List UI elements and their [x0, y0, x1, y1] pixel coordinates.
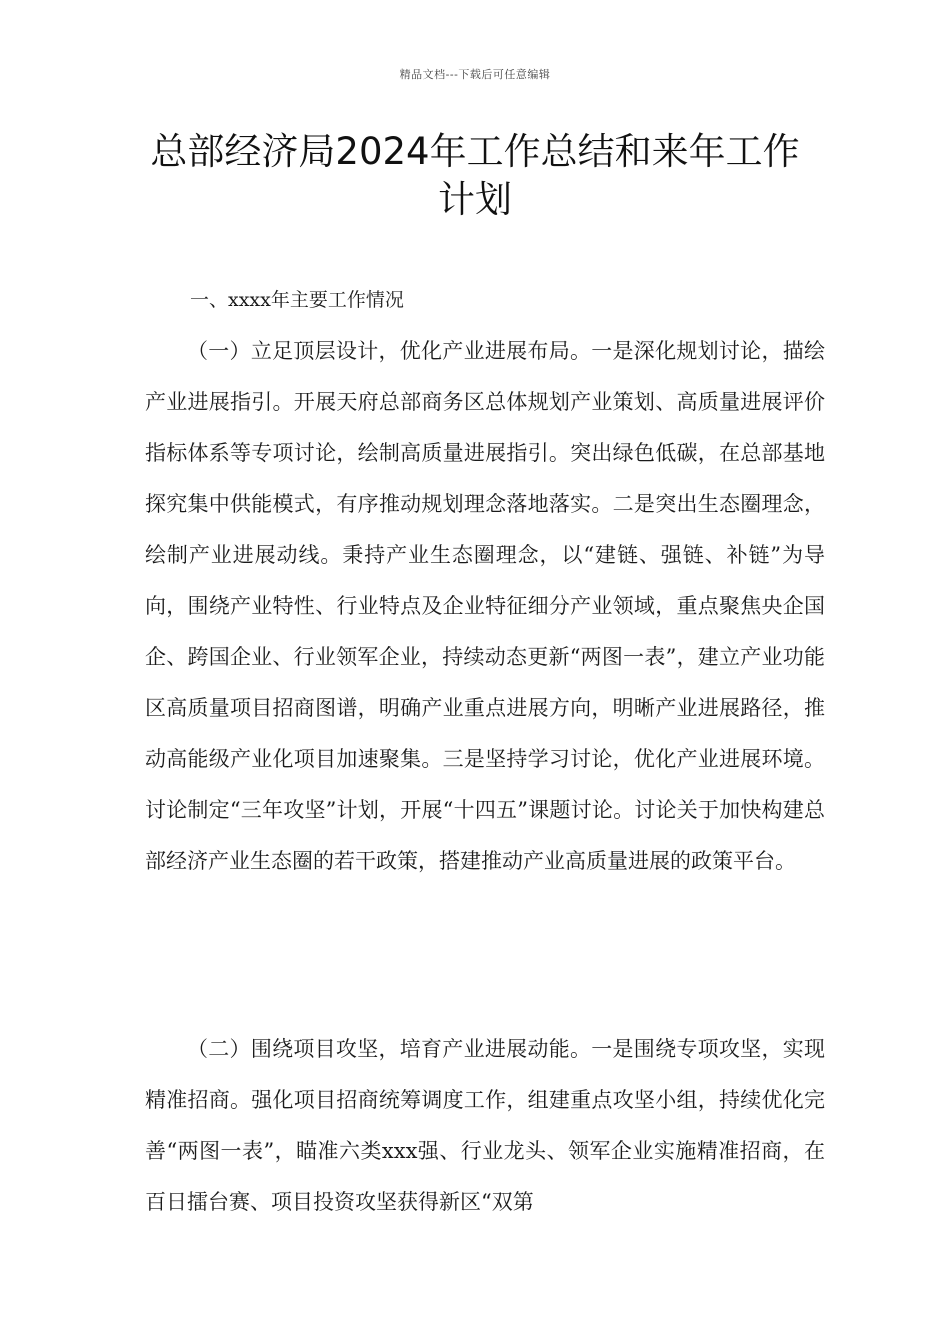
document-title: 总部经济局2024年工作总结和来年工作计划	[150, 130, 800, 221]
paragraph-1: （一）立足顶层设计，优化产业进展布局。一是深化规划讨论，描绘产业进展指引。开展天府总部商务区总体规划产业策划、高质量进展评价指标体系等专项讨论，绘制高质量进展指引。突出绿色低碳，在总部基地探究集中供能模式，有序推动规划理念落地落实。二是突出生态圈理念，绘制产业进展动线。秉持产业生态圈理念，以“建链、强链、补链”为导向，围绕产业特性、行业特点及企业特征细分产业领域，重点聚焦央企国企、跨国企业、行业领军企业，持续动态更新“两图一表”，建立产业功能区高质量项目招商图谱，明确产业重点进展方向，明晰产业进展路径，推动高能级产业化项目加速聚集。三是坚持学习讨论，优化产业进展环境。讨论制定“三年攻坚”计划，开展“十四五”课题讨论。讨论关于加快构建总部经济产业生态圈的若干政策，搭建推动产业高质量进展的政策平台。	[145, 339, 825, 873]
paragraph-2: （二）围绕项目攻坚，培育产业进展动能。一是围绕专项攻坚，实现精准招商。强化项目招商统筹调度工作，组建重点攻坚小组，持续优化完善“两图一表”，瞄准六类xxx强、行业龙头、领军企业实施精准招商，在百日擂台赛、项目投资攻坚获得新区“双第	[145, 1037, 825, 1214]
section-heading: 一、xxxx年主要工作情况	[190, 289, 404, 311]
header-note: 精品文档---下载后可任意编辑	[399, 68, 551, 81]
